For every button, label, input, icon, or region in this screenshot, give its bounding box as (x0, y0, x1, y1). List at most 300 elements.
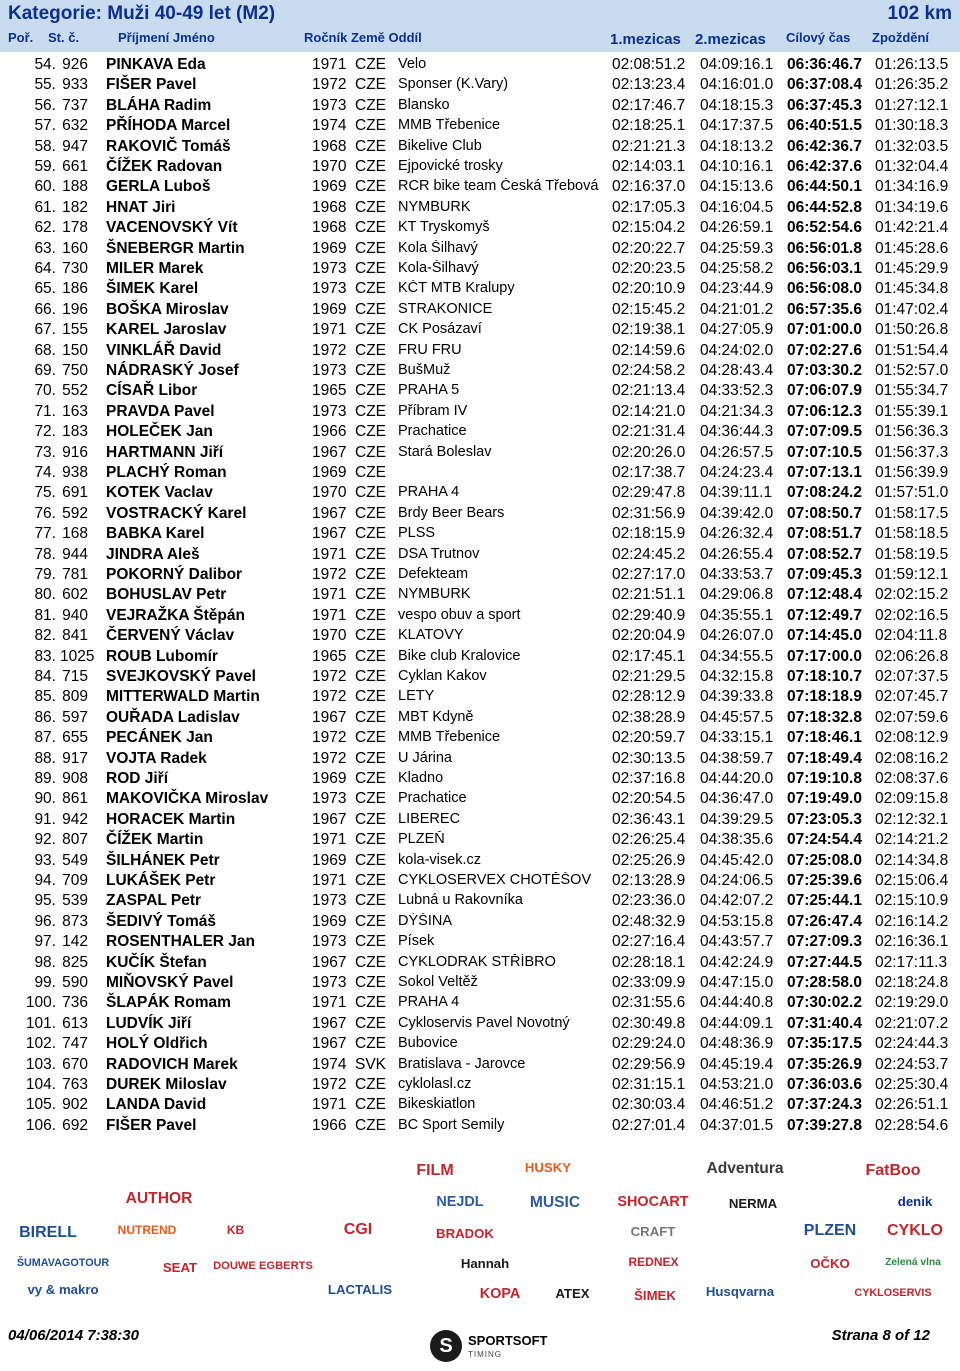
split-time-2: 04:26:07.0 (700, 627, 774, 645)
club-name: Brdy Beer Bears (398, 504, 505, 521)
table-row (0, 646, 960, 666)
finish-time: 07:19:10.8 (787, 770, 862, 787)
birth-year: 1967 (312, 1035, 347, 1053)
time-gap: 01:58:18.5 (875, 525, 949, 543)
birth-year: 1973 (312, 96, 347, 114)
racer-name: ZASPAL Petr (106, 892, 202, 910)
finish-time: 07:18:46.1 (787, 729, 862, 747)
start-number: 691 (62, 484, 88, 502)
nationality: CZE (355, 872, 386, 889)
club-name: Bike club Kralovice (398, 647, 521, 664)
split-time-1: 02:20:04.9 (612, 627, 686, 645)
table-row (0, 890, 960, 910)
racer-name: ŠEDIVÝ Tomáš (106, 912, 216, 930)
time-gap: 01:42:21.4 (875, 219, 949, 237)
table-row (0, 74, 960, 94)
time-gap: 02:08:12.9 (875, 729, 949, 747)
nationality: CZE (355, 647, 386, 665)
time-gap: 01:34:19.6 (875, 198, 949, 216)
time-gap: 02:14:21.2 (875, 831, 949, 849)
racer-name: LUDVÍK Jiří (106, 1014, 192, 1032)
nationality: CZE (355, 239, 386, 257)
time-gap: 01:27:12.1 (875, 96, 949, 114)
split-time-1: 02:23:36.0 (612, 892, 686, 910)
start-number: 168 (62, 525, 88, 543)
finish-time: 07:30:02.2 (787, 994, 862, 1012)
start-number: 178 (62, 219, 88, 237)
club-name: PLZEŇ (398, 831, 445, 848)
col-header-gap: Zpoždění (872, 30, 930, 45)
start-number: 747 (62, 1035, 88, 1053)
split-time-2: 04:42:24.9 (700, 953, 774, 971)
sponsor-logo: CYKLO (887, 1222, 943, 1239)
split-time-2: 04:38:59.7 (700, 749, 774, 767)
time-gap: 02:04:11.8 (875, 627, 948, 645)
sponsor-logo: NUTREND (117, 1223, 177, 1237)
time-gap: 02:06:26.8 (875, 647, 949, 665)
split-time-1: 02:14:03.1 (612, 158, 686, 175)
finish-time: 06:44:50.1 (787, 178, 862, 196)
split-time-2: 04:36:44.3 (700, 423, 774, 441)
start-number: 942 (62, 810, 88, 828)
time-gap: 02:02:16.5 (875, 606, 949, 624)
nationality: CZE (355, 56, 386, 73)
start-number: 163 (62, 402, 88, 420)
split-time-1: 02:16:37.0 (612, 178, 686, 196)
position: 101. (25, 1014, 56, 1032)
time-gap: 01:57:51.0 (875, 484, 949, 502)
sportsoft-logo (430, 1328, 548, 1368)
club-name: FRU FRU (398, 341, 462, 358)
position: 55. (34, 76, 56, 94)
table-row (0, 136, 960, 156)
start-number: 590 (62, 974, 88, 991)
race-distance: 102 km (887, 3, 952, 24)
position: 95. (34, 892, 56, 910)
position: 76. (34, 504, 56, 522)
finish-time: 06:52:54.6 (787, 219, 862, 237)
birth-year: 1969 (312, 912, 347, 930)
sponsor-logo: vy & makro (27, 1281, 99, 1297)
split-time-2: 04:36:47.0 (700, 790, 774, 808)
split-time-1: 02:13:23.4 (612, 76, 686, 94)
table-row (0, 992, 960, 1012)
start-number: 737 (62, 96, 88, 114)
finish-time: 07:06:12.3 (787, 402, 862, 420)
racer-name: LUKÁŠEK Petr (106, 872, 216, 889)
nationality: CZE (355, 76, 386, 94)
birth-year: 1967 (312, 1014, 347, 1032)
nationality: CZE (355, 260, 386, 277)
start-number: 182 (62, 198, 88, 216)
time-gap: 02:24:53.7 (875, 1055, 949, 1073)
table-row (0, 768, 960, 788)
nationality: SVK (355, 1055, 387, 1073)
sponsor-logo: ŠIMEK (634, 1287, 676, 1303)
sponsor-logos (0, 1148, 960, 1328)
sponsor-logo: PLZEN (803, 1222, 857, 1239)
racer-name: ČÍŽEK Radovan (106, 158, 223, 175)
split-time-1: 02:36:43.1 (612, 810, 686, 828)
split-time-1: 02:28:18.1 (612, 953, 686, 971)
page-number: Strana 8 of 12 (831, 1327, 930, 1344)
split-time-1: 02:21:29.5 (612, 668, 686, 685)
time-gap: 01:56:37.3 (875, 443, 949, 461)
racer-name: HNAT Jiri (106, 198, 176, 216)
racer-name: ROSENTHALER Jan (106, 933, 255, 951)
club-name: STRAKONICE (398, 300, 493, 317)
split-time-2: 04:27:05.9 (700, 321, 774, 339)
racer-name: NÁDRASKÝ Josef (106, 362, 239, 379)
split-time-1: 02:31:56.9 (612, 504, 686, 522)
time-gap: 01:55:34.7 (875, 382, 949, 400)
finish-time: 07:12:48.4 (787, 586, 862, 604)
start-number: 1025 (60, 647, 95, 665)
split-time-1: 02:30:49.8 (612, 1014, 686, 1032)
start-number: 944 (62, 545, 88, 563)
split-time-1: 02:20:59.7 (612, 729, 686, 747)
time-gap: 01:55:39.1 (875, 402, 949, 420)
position: 86. (34, 708, 56, 726)
split-time-1: 02:29:24.0 (612, 1035, 686, 1053)
finish-time: 07:08:51.7 (787, 525, 862, 543)
start-number: 188 (62, 178, 88, 196)
table-row (0, 666, 960, 686)
club-name: KLATOVY (398, 627, 464, 644)
time-gap: 02:15:06.4 (875, 872, 949, 889)
position: 68. (34, 341, 56, 359)
position: 81. (34, 606, 56, 624)
finish-time: 07:18:49.4 (787, 749, 862, 767)
split-time-1: 02:31:15.1 (612, 1076, 686, 1093)
nationality: CZE (355, 790, 386, 808)
birth-year: 1974 (312, 1055, 347, 1073)
position: 83. (34, 647, 56, 665)
time-gap: 02:07:37.5 (875, 668, 949, 685)
time-gap: 02:09:15.8 (875, 790, 949, 808)
table-row (0, 1054, 960, 1074)
club-name: CYKLODRAK STŘÍBRO (398, 953, 556, 970)
club-name: RCR bike team Česká Třebová (398, 178, 599, 195)
racer-name: ŠILHÁNEK Petr (106, 851, 220, 869)
split-time-2: 04:16:01.0 (700, 76, 774, 94)
birth-year: 1969 (312, 464, 347, 481)
nationality: CZE (355, 933, 386, 951)
table-row (0, 584, 960, 604)
table-row (0, 340, 960, 360)
time-gap: 02:28:54.6 (875, 1116, 949, 1134)
nationality: CZE (355, 566, 386, 583)
birth-year: 1973 (312, 260, 347, 277)
split-time-2: 04:39:33.8 (700, 688, 774, 706)
club-name: Lubná u Rakovníka (398, 892, 523, 909)
position: 104. (25, 1076, 56, 1093)
racer-name: ŠLAPÁK Romam (106, 994, 231, 1012)
position: 105. (25, 1096, 56, 1114)
club-name: Sponser (K.Vary) (398, 76, 509, 93)
split-time-2: 04:25:59.3 (700, 239, 774, 257)
birth-year: 1966 (312, 423, 347, 441)
racer-name: POKORNÝ Dalibor (106, 566, 243, 583)
split-time-1: 02:20:10.9 (612, 280, 686, 298)
table-row (0, 95, 960, 115)
club-name: Prachatice (398, 790, 467, 807)
finish-time: 07:28:58.0 (787, 974, 862, 991)
birth-year: 1973 (312, 892, 347, 910)
position: 62. (34, 219, 56, 237)
finish-time: 07:18:32.8 (787, 708, 862, 726)
time-gap: 02:14:34.8 (875, 851, 949, 869)
club-name: BC Sport Semily (398, 1116, 505, 1133)
split-time-1: 02:17:46.7 (612, 96, 686, 114)
time-gap: 01:58:19.5 (875, 545, 949, 563)
start-number: 809 (62, 688, 88, 706)
time-gap: 02:02:15.2 (875, 586, 949, 604)
split-time-1: 02:29:47.8 (612, 484, 686, 502)
start-number: 902 (62, 1096, 88, 1114)
birth-year: 1967 (312, 525, 347, 543)
club-name: CK Posázaví (398, 321, 482, 338)
print-datetime: 04/06/2014 7:38:30 (8, 1327, 139, 1344)
nationality: CZE (355, 974, 386, 991)
finish-time: 07:26:47.4 (787, 912, 862, 930)
sponsor-logo: SEAT (162, 1259, 198, 1275)
position: 88. (34, 749, 56, 767)
birth-year: 1972 (312, 341, 347, 359)
table-row (0, 278, 960, 298)
split-time-1: 02:15:45.2 (612, 300, 686, 318)
position: 97. (34, 933, 56, 951)
start-number: 938 (62, 464, 88, 481)
table-row (0, 911, 960, 931)
finish-time: 07:06:07.9 (787, 382, 862, 400)
position: 64. (34, 260, 56, 277)
split-time-2: 04:17:37.5 (700, 117, 774, 135)
position: 94. (34, 872, 56, 889)
birth-year: 1972 (312, 749, 347, 767)
racer-name: HORACEK Martin (106, 810, 236, 828)
racer-name: VEJRAŽKA Štěpán (106, 606, 245, 624)
nationality: CZE (355, 443, 386, 461)
racer-name: ROUB Lubomír (106, 647, 218, 665)
racer-name: RAKOVIČ Tomáš (106, 137, 231, 155)
split-time-2: 04:38:35.6 (700, 831, 774, 849)
split-time-2: 04:33:15.1 (700, 729, 774, 747)
table-row (0, 544, 960, 564)
col-header-split2: 2.mezicas (695, 31, 766, 48)
club-name: Bratislava - Jarovce (398, 1055, 526, 1072)
table-row (0, 1013, 960, 1033)
club-name: kola-visek.cz (398, 851, 481, 868)
racer-name: RADOVICH Marek (106, 1055, 238, 1073)
split-time-1: 02:21:21.3 (612, 137, 686, 155)
birth-year: 1968 (312, 137, 347, 155)
table-row (0, 850, 960, 870)
position: 72. (34, 423, 56, 441)
club-name: Bikeskiatlon (398, 1096, 476, 1113)
position: 60. (34, 178, 56, 196)
club-name: Stará Boleslav (398, 443, 492, 460)
sponsor-logo: NEJDL (436, 1194, 484, 1210)
split-time-2: 04:26:59.1 (700, 219, 774, 237)
table-row (0, 1115, 960, 1135)
club-name: CYKLOSERVEX CHOTĚŠOV (398, 872, 592, 888)
table-row (0, 707, 960, 727)
split-time-1: 02:20:54.5 (612, 790, 686, 808)
racer-name: FIŠER Pavel (106, 1116, 197, 1134)
birth-year: 1972 (312, 729, 347, 747)
nationality: CZE (355, 341, 386, 359)
split-time-2: 04:18:15.3 (700, 96, 774, 114)
table-row (0, 421, 960, 441)
time-gap: 01:30:18.3 (875, 117, 949, 135)
club-name: NYMBURK (398, 586, 471, 603)
split-time-2: 04:34:55.5 (700, 647, 774, 665)
nationality: CZE (355, 668, 386, 685)
birth-year: 1970 (312, 627, 347, 645)
position: 96. (34, 912, 56, 930)
start-number: 155 (62, 321, 88, 339)
col-header-split1: 1.mezicas (610, 31, 681, 48)
birth-year: 1971 (312, 545, 347, 563)
start-number: 947 (62, 137, 88, 155)
position: 74. (34, 464, 56, 481)
nationality: CZE (355, 994, 386, 1012)
birth-year: 1971 (312, 56, 347, 73)
position: 59. (34, 158, 56, 175)
position: 93. (34, 851, 56, 869)
club-name: Písek (398, 933, 435, 950)
time-gap: 01:26:13.5 (875, 56, 949, 73)
nationality: CZE (355, 423, 386, 441)
birth-year: 1971 (312, 586, 347, 604)
sponsor-logo: SHOCART (617, 1194, 689, 1210)
sponsor-logo: denik (897, 1193, 933, 1209)
birth-year: 1973 (312, 280, 347, 298)
col-header-finish: Cílový čas (786, 30, 851, 45)
birth-year: 1969 (312, 851, 347, 869)
nationality: CZE (355, 810, 386, 828)
nationality: CZE (355, 606, 386, 624)
split-time-2: 04:35:55.1 (700, 606, 774, 624)
timing-sub: TIMING (468, 1350, 502, 1359)
racer-name: OUŘADA Ladislav (106, 708, 240, 726)
split-time-2: 04:44:40.8 (700, 994, 774, 1012)
results-header (0, 0, 960, 52)
racer-name: LANDA David (106, 1096, 207, 1114)
birth-year: 1965 (312, 647, 347, 665)
split-time-1: 02:19:38.1 (612, 321, 686, 339)
racer-name: MITTERWALD Martin (106, 688, 260, 706)
sponsor-logo: BRADOK (436, 1225, 494, 1241)
nationality: CZE (355, 586, 386, 604)
birth-year: 1967 (312, 810, 347, 828)
nationality: CZE (355, 1096, 386, 1114)
birth-year: 1972 (312, 688, 347, 706)
club-name: Defekteam (398, 566, 469, 582)
club-name: KČT MTB Kralupy (398, 280, 515, 297)
club-name: MMB Třebenice (398, 117, 501, 134)
table-row (0, 299, 960, 319)
table-row (0, 360, 960, 380)
racer-name: KOTEK Vaclav (106, 484, 213, 502)
birth-year: 1967 (312, 443, 347, 461)
table-row (0, 564, 960, 584)
sponsor-logo: Husqvarna (705, 1283, 775, 1299)
time-gap: 01:45:28.6 (875, 239, 949, 257)
club-name: MMB Třebenice (398, 729, 501, 746)
finish-time: 07:02:27.6 (787, 341, 862, 359)
start-number: 142 (62, 933, 88, 951)
position: 106. (25, 1116, 56, 1134)
finish-time: 06:40:51.5 (787, 117, 862, 135)
club-name: NYMBURK (398, 198, 471, 215)
table-row (0, 1033, 960, 1053)
position: 102. (25, 1035, 56, 1053)
split-time-2: 04:24:02.0 (700, 341, 774, 359)
finish-time: 07:01:00.0 (787, 321, 862, 339)
club-name: Prachatice (398, 423, 467, 440)
club-name: vespo obuv a sport (398, 606, 521, 623)
time-gap: 01:58:17.5 (875, 504, 949, 522)
club-name: Ejpovické trosky (398, 158, 503, 174)
racer-name: DUREK Miloslav (106, 1076, 227, 1093)
club-name: DSA Trutnov (398, 545, 480, 562)
sponsor-logo: DOUWE EGBERTS (213, 1260, 313, 1272)
split-time-1: 02:37:16.8 (612, 770, 686, 787)
time-gap: 02:07:59.6 (875, 708, 949, 726)
finish-time: 06:37:08.4 (787, 76, 862, 94)
racer-name: SVEJKOVSKÝ Pavel (106, 668, 256, 685)
club-name: Velo (398, 56, 427, 72)
birth-year: 1970 (312, 158, 347, 175)
start-number: 750 (62, 362, 88, 379)
split-time-2: 04:21:01.2 (700, 300, 774, 318)
split-time-1: 02:18:25.1 (612, 117, 686, 135)
sponsor-logo: ATEX (555, 1285, 590, 1301)
split-time-1: 02:24:58.2 (612, 362, 686, 379)
start-number: 781 (62, 566, 88, 583)
finish-time: 06:56:03.1 (787, 260, 862, 277)
split-time-1: 02:26:25.4 (612, 831, 686, 849)
finish-time: 07:07:10.5 (787, 443, 862, 461)
start-number: 825 (62, 953, 88, 971)
table-row (0, 176, 960, 196)
position: 103. (25, 1055, 56, 1073)
start-number: 592 (62, 504, 88, 522)
split-time-2: 04:45:57.5 (700, 708, 774, 726)
start-number: 602 (62, 586, 88, 604)
finish-time: 07:19:49.0 (787, 790, 862, 808)
racer-name: VOJTA Radek (106, 749, 207, 767)
birth-year: 1968 (312, 219, 347, 237)
racer-name: VINKLÁŘ David (106, 341, 222, 359)
split-time-1: 02:21:13.4 (612, 382, 686, 400)
table-row (0, 829, 960, 849)
finish-time: 07:07:09.5 (787, 423, 862, 441)
split-time-1: 02:29:40.9 (612, 606, 686, 624)
position: 77. (34, 525, 56, 543)
racer-name: ŠNEBERGR Martin (106, 239, 245, 257)
table-row (0, 217, 960, 237)
racer-name: HOLÝ Oldřich (106, 1035, 208, 1053)
category-title: Kategorie: Muži 40-49 let (M2) (8, 3, 276, 24)
table-row (0, 401, 960, 421)
nationality: CZE (355, 1035, 386, 1053)
start-number: 873 (62, 912, 88, 930)
finish-time: 07:08:24.2 (787, 484, 862, 502)
finish-time: 07:23:05.3 (787, 810, 862, 828)
